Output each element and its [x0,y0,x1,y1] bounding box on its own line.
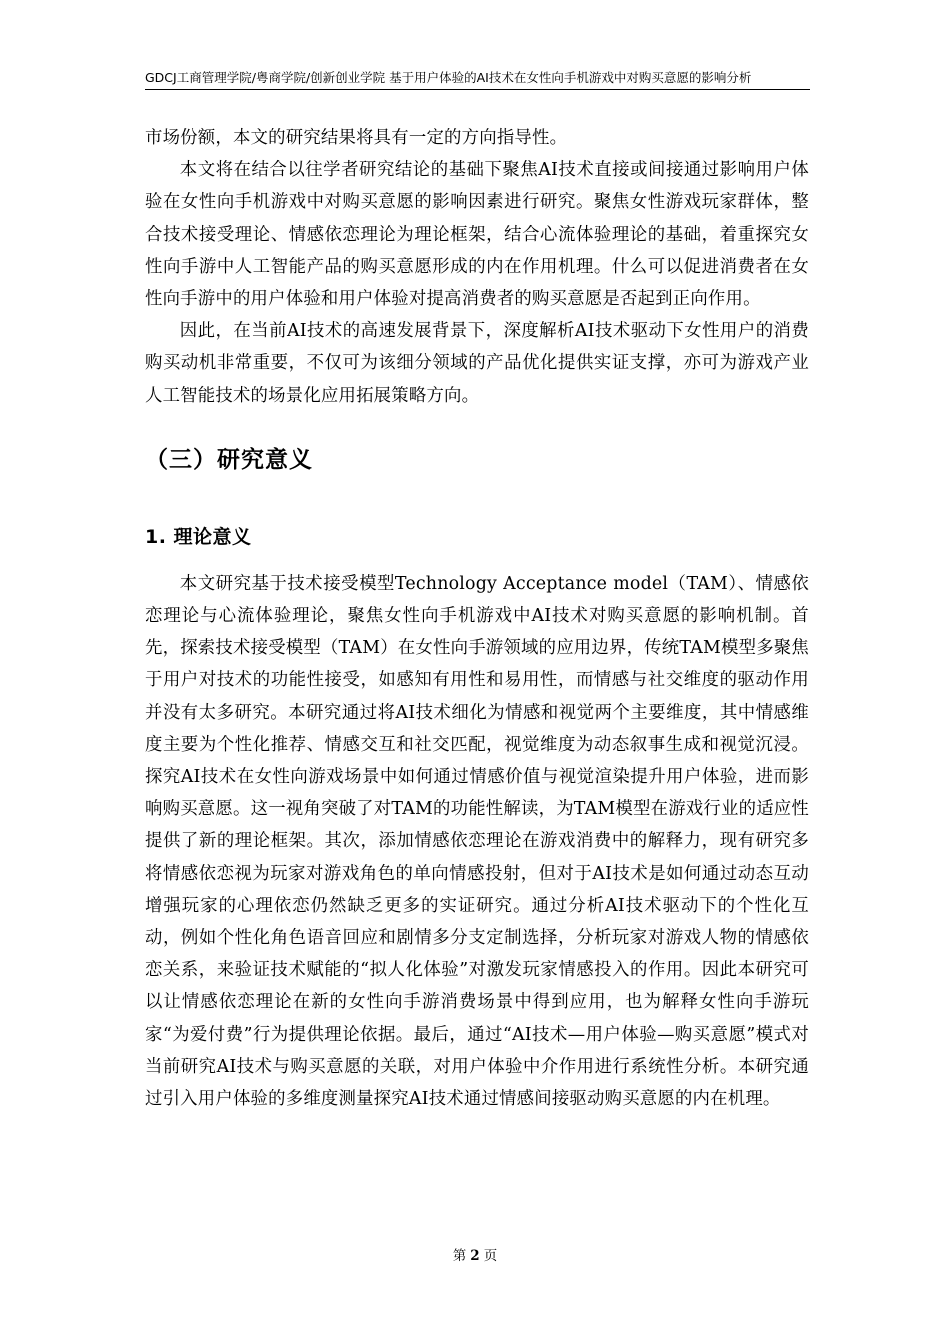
running-header-text: GDCJ工商管理学院/粤商学院/创新创业学院 基于用户体验的AI技术在女性向手机游戏中对购买意愿的影响分析 [145,70,752,85]
paragraph-background: 因此，在当前AI技术的高速发展背景下，深度解析AI技术驱动下女性用户的消费购买动机非常重要，不仅可为该细分领域的产品优化提供实证支撑，亦可为游戏产业人工智能技术的场景化应用拓展策略方向。 [145,321,809,406]
page-number: 2 [470,1248,480,1264]
page-footer-prefix: 第 [452,1248,467,1264]
paragraph-theoretical-significance: 本文研究基于技术接受模型Technology Acceptance model（TAM）、情感依恋理论与心流体验理论，聚焦女性向手机游戏中AI技术对购买意愿的影响机制。首先，探索技术接受模型（TAM）在女性向手游领域的应用边界，传统TAM模型多聚焦于用户对技术的功能性接受，如感知有用性和易用性，而情感与社交维度的驱动作用并没有太多研究。本研究通过将AI技术细化为情感和视觉两个主要维度，其中情感维度主要为个性化推荐、情感交互和社交匹配，视觉维度为动态叙事生成和视觉沉浸。探究AI技术在女性向游戏场景中如何通过情感价值与视觉渲染提升用户体验，进而影响购买意愿。这一视角突破了对TAM的功能性解读，为TAM模型在游戏行业的适应性提供了新的理论框架。其次，添加情感依恋理论在游戏消费中的解释力，现有研究多将情感依恋视为玩家对游戏角色的单向情感投射，但对于AI技术是如何通过动态互动增强玩家的心理依恋仍然缺乏更多的实证研究。通过分析AI技术驱动下的个性化互动，例如个性化角色语音回应和剧情多分支定制选择，分析玩家对游戏人物的情感依恋关系，来验证技术赋能的“拟人化体验”对激发玩家情感投入的作用。因此本研究可以让情感依恋理论在新的女性向手游消费场景中得到应用，也为解释女性向手游玩家“为爱付费”行为提供理论依据。最后，通过“AI技术—用户体验—购买意愿”模式对当前研究AI技术与购买意愿的关联，对用户体验中介作用进行系统性分析。本研究通过引入用户体验的多维度测量探究AI技术通过情感间接驱动购买意愿的内在机理。 [145,573,809,1110]
section-heading-research-significance: （三）研究意义 [145,446,313,473]
page-footer [0,1247,950,1265]
document-body [145,122,809,1115]
paragraph-research-focus: 本文将在结合以往学者研究结论的基础下聚焦AI技术直接或间接通过影响用户体验在女性向手机游戏中对购买意愿的影响因素进行研究。聚焦女性游戏玩家群体，整合技术接受理论、情感依恋理论为理论框架，结合心流体验理论的基础，着重探究女性向手游中人工智能产品的购买意愿形成的内在作用机理。什么可以促进消费者在女性向手游中的用户体验和用户体验对提高消费者的购买意愿是否起到正向作用。 [145,160,809,310]
subsection-heading-theoretical-significance: 1. 理论意义 [145,525,252,548]
running-header [145,70,810,90]
paragraph-continued: 市场份额，本文的研究结果将具有一定的方向指导性。 [145,128,568,148]
page-footer-suffix: 页 [483,1248,498,1264]
